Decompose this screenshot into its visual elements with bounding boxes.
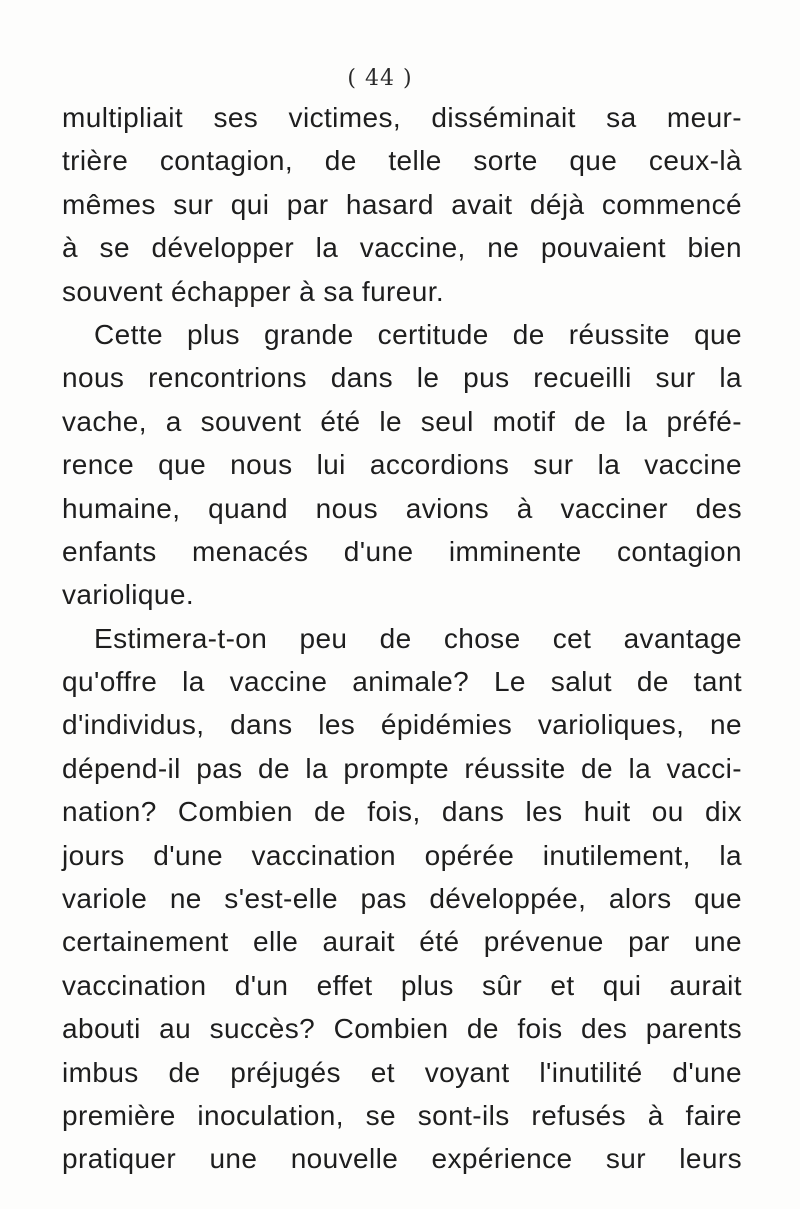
text-line: souvent échapper à sa fureur.: [62, 275, 445, 307]
text-line: enfants menacés d'une imminente contagion: [62, 535, 742, 567]
text-line: jours d'une vaccination opérée inutilement, la: [62, 839, 742, 871]
text-line: Cette plus grande certitude de réussite que: [94, 318, 742, 350]
text-line: Estimera-t-on peu de chose cet avantage: [94, 622, 742, 654]
text-line: variole ne s'est-elle pas développée, alors que: [62, 883, 742, 915]
text-line: vache, a souvent été le seul motif de la préfé-: [62, 405, 742, 437]
text-line: mêmes sur qui par hasard avait déjà commencé: [62, 188, 742, 220]
text-line: variolique.: [62, 579, 195, 611]
text-line: rence que nous lui accordions sur la vaccine: [62, 449, 742, 481]
text-line: nous rencontrions dans le pus recueilli sur la: [62, 362, 742, 394]
text-line: imbus de préjugés et voyant l'inutilité d'une: [62, 1056, 742, 1088]
text-line: humaine, quand nous avions à vacciner des: [62, 492, 742, 524]
text-line: abouti au succès? Combien de fois des parents: [62, 1013, 742, 1045]
body-text: [62, 96, 742, 1181]
text-line: multipliait ses victimes, disséminait sa meur-: [62, 102, 742, 133]
text-line: d'individus, dans les épidémies varioliques, ne: [62, 709, 742, 741]
text-line: nation? Combien de fois, dans les huit ou dix: [62, 796, 742, 828]
page-number: ( 44 ): [347, 66, 413, 91]
text-line: certainement elle aurait été prévenue par une: [62, 926, 742, 958]
text-line: pratiquer une nouvelle expérience sur leurs: [62, 1143, 742, 1175]
text-line: qu'offre la vaccine animale? Le salut de tant: [62, 666, 742, 698]
text-line: à se développer la vaccine, ne pouvaient bien: [62, 232, 742, 264]
text-line: dépend-il pas de la prompte réussite de la vacci-: [62, 752, 742, 784]
text-line: trière contagion, de telle sorte que ceux-là: [62, 145, 742, 177]
text-line: vaccination d'un effet plus sûr et qui aurait: [62, 969, 742, 1001]
text-line: première inoculation, se sont-ils refusés à faire: [62, 1099, 742, 1131]
